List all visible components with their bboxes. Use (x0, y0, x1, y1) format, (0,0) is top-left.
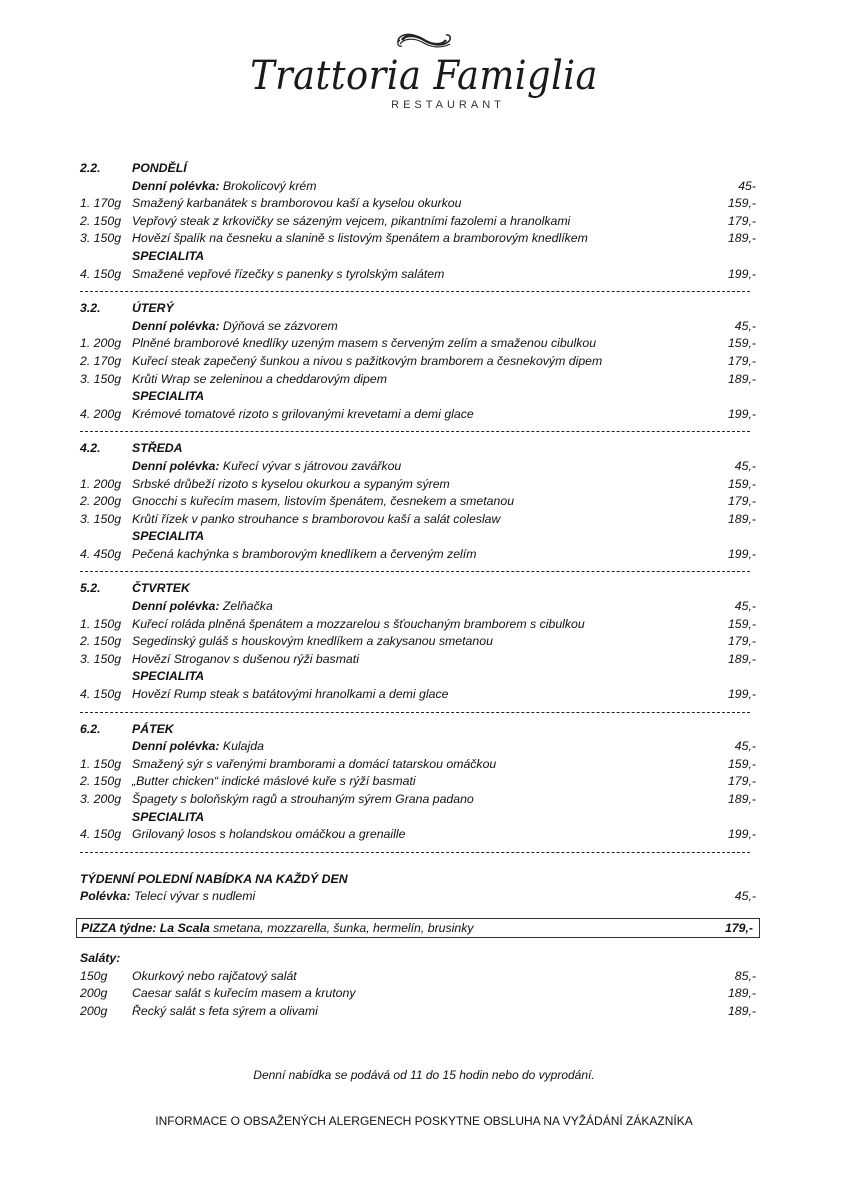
salad-name: Řecký salát s feta sýrem a olivami (132, 1003, 318, 1018)
menu-item (80, 230, 756, 248)
salad-weight: 200g (80, 1003, 108, 1018)
item-number-weight: 1. 150g (80, 616, 122, 631)
soup-name: Zelňačka (222, 599, 273, 614)
weekly-soup-name: Telecí vývar s nudlemi (134, 889, 256, 904)
item-name: Hovězí Stroganov s dušenou rýži basmati (132, 651, 359, 666)
menu-item (80, 371, 756, 389)
menu-item (80, 791, 756, 809)
item-price: 189,- (727, 231, 756, 246)
menu-item (80, 756, 756, 774)
soup-name: Kulajda (222, 739, 264, 754)
item-price: 159,- (727, 476, 756, 491)
item-number-weight: 1. 150g (80, 756, 122, 771)
days-container (80, 160, 756, 853)
special-label: SPECIALITA (132, 809, 205, 824)
special-label: SPECIALITA (132, 389, 205, 404)
item-name: Srbské drůbeží rizoto s kyselou okurkou a sypaným sýrem (132, 476, 450, 491)
item-number-weight: 2. 150g (80, 774, 122, 789)
soup-label: Denní polévka: (132, 318, 220, 333)
menu-item (80, 195, 756, 213)
soup-label: Denní polévka: (132, 599, 220, 614)
menu-item (80, 651, 756, 669)
soup-label: Denní polévka: (132, 458, 220, 473)
daily-soup (80, 458, 756, 476)
soup-price: 45,- (734, 739, 756, 754)
salads-title: Saláty: (80, 950, 121, 965)
salads-section (80, 950, 756, 1020)
day-date: 4.2. (80, 441, 101, 456)
item-name: Kuřecí steak zapečený šunkou a nivou s pažitkovým bramborem a česnekovým dipem (132, 353, 603, 368)
menu-item (80, 633, 756, 651)
day-section (80, 440, 756, 572)
item-name: Gnocchi s kuřecím masem, listovím špenátem, česnekem a smetanou (132, 494, 515, 509)
menu-item (80, 353, 756, 371)
item-name: Pečená kachýnka s bramborovým knedlíkem a červeným zelím (132, 546, 477, 561)
salad-name: Okurkový nebo rajčatový salát (132, 968, 297, 983)
item-number-weight: 2. 150g (80, 213, 122, 228)
special-label: SPECIALITA (132, 248, 205, 263)
special-item (80, 826, 756, 844)
soup-label: Denní polévka: (132, 739, 220, 754)
pizza-of-week (76, 918, 760, 938)
soup-name: Dýňová se zázvorem (222, 318, 338, 333)
item-price: 179,- (727, 494, 756, 509)
soup-name: Brokolicový krém (222, 178, 317, 193)
item-price: 159,- (727, 336, 756, 351)
item-number-weight: 4. 150g (80, 827, 122, 842)
weekly-soup-label: Polévka: (80, 889, 131, 904)
item-name: Krůtí řízek v panko strouhance s bramborovou kaší a salát coleslaw (132, 511, 501, 526)
day-header (80, 721, 756, 739)
item-number-weight: 1. 200g (80, 476, 122, 491)
soup-price: 45,- (734, 318, 756, 333)
salad-item (80, 1003, 756, 1021)
item-price: 199,- (727, 406, 756, 421)
weekly-soup (80, 888, 756, 906)
dashed-divider (80, 283, 750, 292)
item-number-weight: 4. 200g (80, 406, 122, 421)
soup-name: Kuřecí vývar s játrovou zavářkou (222, 458, 402, 473)
item-price: 199,- (727, 266, 756, 281)
menu-item (80, 335, 756, 353)
soup-price: 45,- (734, 599, 756, 614)
daily-soup (80, 318, 756, 336)
item-number-weight: 2. 200g (80, 494, 122, 509)
item-number-weight: 3. 150g (80, 651, 122, 666)
item-name: Hovězí špalík na česneku a slanině s listovým špenátem a bramborovým knedlíkem (132, 231, 588, 246)
menu-item (80, 493, 756, 511)
special-item (80, 406, 756, 424)
special-label: SPECIALITA (132, 529, 205, 544)
salad-weight: 150g (80, 968, 108, 983)
item-price: 179,- (727, 353, 756, 368)
dashed-divider (80, 563, 750, 572)
dashed-divider (80, 704, 750, 713)
weekly-offer (80, 871, 756, 938)
item-price: 189,- (727, 651, 756, 666)
salad-item (80, 968, 756, 986)
day-header (80, 580, 756, 598)
item-name: Hovězí Rump steak s batátovými hranolkami a demi glace (132, 687, 449, 702)
restaurant-subtitle: RESTAURANT (391, 99, 505, 111)
special-item (80, 686, 756, 704)
salad-name: Caesar salát s kuřecím masem a krutony (132, 986, 356, 1001)
item-name: Vepřový steak z krkovičky se sázeným vejcem, pikantními fazolemi a hranolkami (132, 213, 571, 228)
day-date: 5.2. (80, 581, 101, 596)
pizza-label: PIZZA týdne: (81, 920, 157, 935)
weekly-soup-price: 45,- (734, 889, 756, 904)
salad-weight: 200g (80, 986, 108, 1001)
item-name: Plněné bramborové knedlíky uzeným masem s červeným zelím a smaženou cibulkou (132, 336, 597, 351)
day-date: 6.2. (80, 721, 101, 736)
special-item (80, 546, 756, 564)
pizza-name: La Scala (159, 920, 210, 935)
day-name: PÁTEK (132, 721, 174, 736)
restaurant-name: Trattoria Famiglia (250, 53, 598, 99)
special-label: SPECIALITA (132, 669, 205, 684)
daily-soup (80, 738, 756, 756)
item-name: Krémové tomatové rizoto s grilovanými krevetami a demi glace (132, 406, 474, 421)
day-header (80, 300, 756, 318)
salad-price: 189,- (727, 986, 756, 1001)
day-section (80, 300, 756, 432)
item-name: Grilovaný losos s holandskou omáčkou a grenaille (132, 827, 406, 842)
day-section (80, 160, 756, 292)
daily-soup (80, 178, 756, 196)
item-name: Segedinský guláš s houskovým knedlíkem a zakysanou smetanou (132, 634, 493, 649)
day-section (80, 580, 756, 712)
menu-item (80, 773, 756, 791)
item-number-weight: 2. 170g (80, 353, 122, 368)
item-price: 159,- (727, 196, 756, 211)
salad-item (80, 985, 756, 1003)
item-number-weight: 3. 150g (80, 231, 122, 246)
item-name: Kuřecí roláda plněná špenátem a mozzarelou s šťouchaným bramborem s cibulkou (132, 616, 585, 631)
item-number-weight: 3. 150g (80, 511, 122, 526)
item-price: 189,- (727, 511, 756, 526)
day-date: 3.2. (80, 301, 101, 316)
daily-soup (80, 598, 756, 616)
special-item (80, 266, 756, 284)
day-name: STŘEDA (132, 441, 183, 456)
item-name: Smažené vepřové řízečky s panenky s tyrolským salátem (132, 266, 445, 281)
menu-item (80, 213, 756, 231)
item-number-weight: 4. 150g (80, 687, 122, 702)
item-price: 159,- (727, 756, 756, 771)
menu-item (80, 476, 756, 494)
salad-price: 85,- (734, 968, 756, 983)
item-price: 179,- (727, 213, 756, 228)
day-name: ČTVRTEK (132, 581, 190, 596)
item-price: 199,- (727, 546, 756, 561)
item-number-weight: 4. 150g (80, 266, 122, 281)
item-name: Špagety s boloňským ragů a strouhaným sýrem Grana padano (132, 792, 474, 806)
menu-item (80, 511, 756, 529)
item-name: Smažený karbanátek s bramborovou kaší a kyselou okurkou (132, 196, 462, 211)
item-price: 179,- (727, 634, 756, 649)
item-number-weight: 3. 200g (80, 792, 122, 806)
item-number-weight: 4. 450g (80, 546, 122, 561)
day-header (80, 160, 756, 178)
dashed-divider (80, 423, 750, 432)
item-price: 179,- (727, 774, 756, 789)
allergen-notice: INFORMACE O OBSAŽENÝCH ALERGENECH POSKYTNE OBSLUHA NA VYŽÁDÁNÍ ZÁKAZNÍKA (155, 1114, 693, 1128)
soup-price: 45,- (734, 458, 756, 473)
item-name: „Butter chicken“ indické máslové kuře s rýží basmati (132, 774, 416, 789)
day-name: PONDĚLÍ (132, 161, 187, 175)
salad-price: 189,- (727, 1003, 756, 1018)
item-price: 199,- (727, 687, 756, 702)
item-number-weight: 1. 200g (80, 336, 122, 351)
item-price: 159,- (727, 616, 756, 631)
restaurant-logo (0, 28, 848, 111)
weekly-title: TÝDENNÍ POLEDNÍ NABÍDKA NA KAŽDÝ DEN (80, 871, 348, 886)
soup-label: Denní polévka: (132, 178, 220, 193)
pizza-description: smetana, mozzarella, šunka, hermelín, brusinky (213, 920, 474, 935)
item-price: 189,- (727, 371, 756, 386)
day-section (80, 721, 756, 853)
swirl-ornament-icon (392, 28, 456, 52)
menu-item (80, 616, 756, 634)
day-date: 2.2. (80, 161, 101, 175)
dashed-divider (80, 844, 750, 853)
pizza-price: 179,- (724, 920, 753, 935)
serving-hours-note: Denní nabídka se podává od 11 do 15 hodin nebo do vyprodání. (253, 1068, 595, 1082)
daily-menu (80, 160, 756, 1020)
item-number-weight: 3. 150g (80, 371, 122, 386)
item-name: Krůti Wrap se zeleninou a cheddarovým dipem (132, 371, 387, 386)
item-price: 199,- (727, 827, 756, 842)
item-number-weight: 1. 170g (80, 196, 122, 211)
salad-list (80, 968, 756, 1021)
item-number-weight: 2. 150g (80, 634, 122, 649)
day-name: ÚTERÝ (132, 301, 174, 316)
item-price: 189,- (727, 792, 756, 806)
soup-price: 45- (738, 178, 756, 193)
item-name: Smažený sýr s vařenými bramborami a domácí tatarskou omáčkou (132, 756, 497, 771)
day-header (80, 440, 756, 458)
